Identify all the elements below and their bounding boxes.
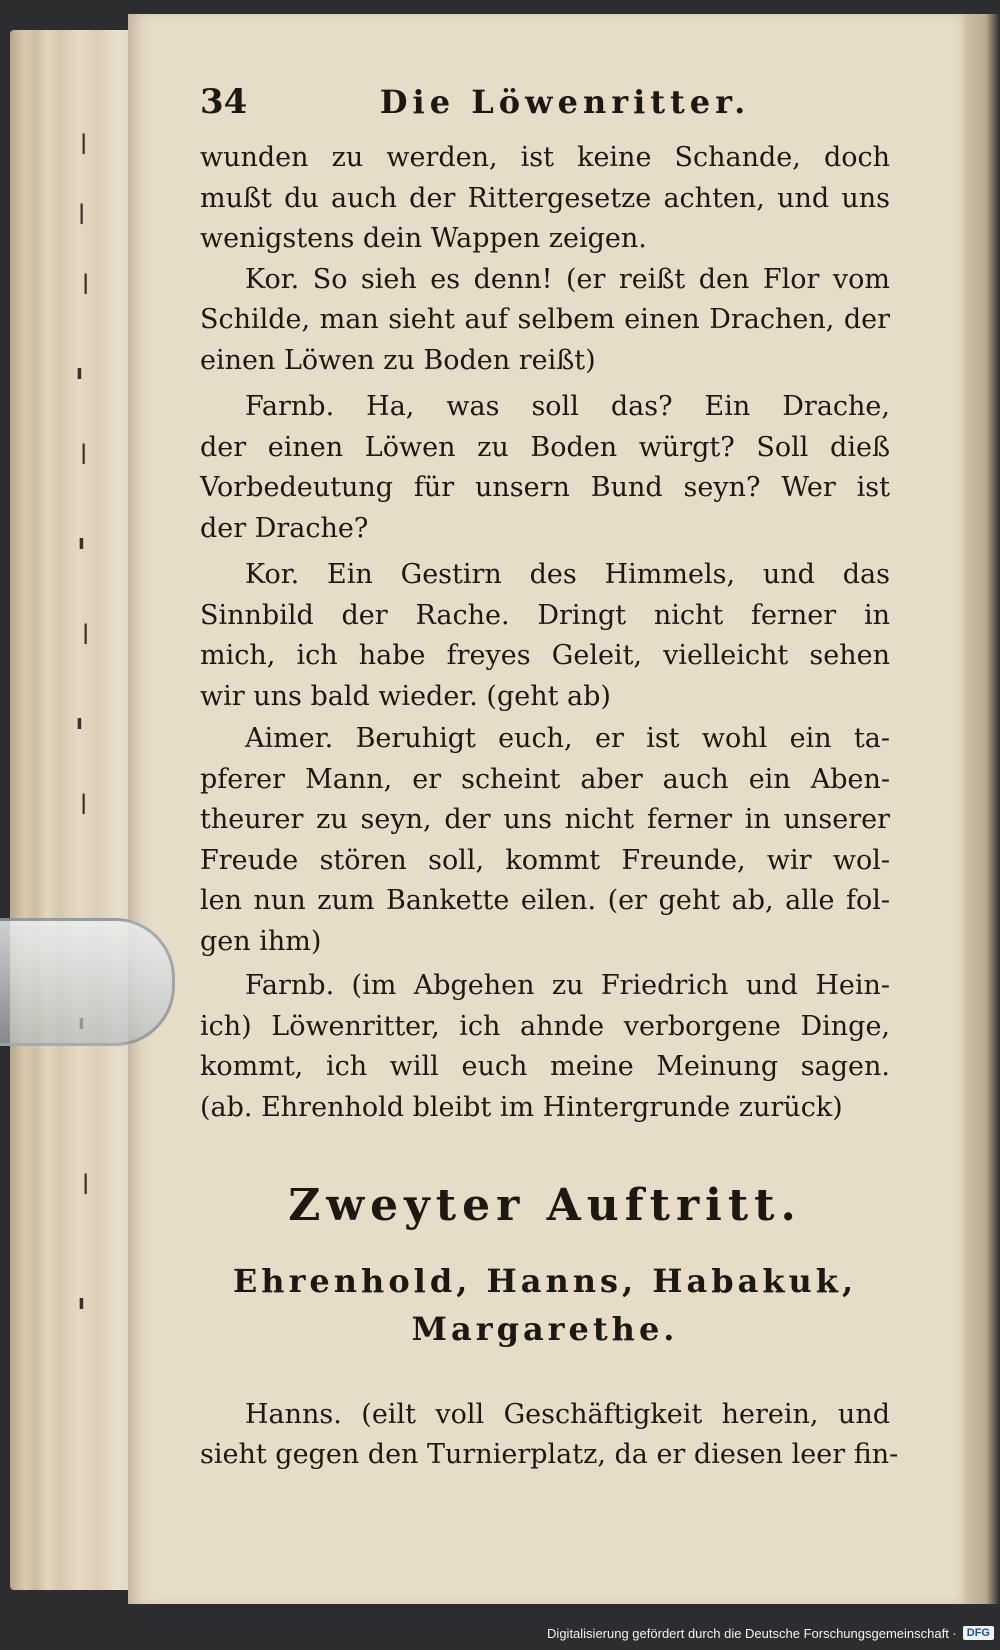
- credit-text: Digitalisierung gefördert durch die Deutsche Forschungsgemeinschaft ·: [547, 1625, 957, 1641]
- text-line: wenigstens dein Wappen zeigen.: [200, 223, 647, 254]
- cast-line: Ehrenhold, Hanns, Habakuk,: [232, 1261, 858, 1300]
- paragraph-7: [200, 1395, 899, 1476]
- page-right-edge: [965, 14, 1000, 1604]
- text-line: gen ihm): [200, 925, 322, 957]
- paragraph-6: [200, 966, 890, 1128]
- text-line: len nun zum Bankette eilen. (er geht ab, alle fol-: [200, 885, 890, 916]
- text-line: einen Löwen zu Boden reißt): [200, 344, 596, 376]
- bleed-through-marks: | | | ı | ı | ı | | ı: [76, 130, 90, 1314]
- text-line: der einen Löwen zu Boden würgt? Soll dieß: [200, 431, 890, 463]
- text-line: Farnb. (im Abgehen zu Friedrich und Hein-: [245, 970, 890, 1001]
- text-line: Hanns. (eilt voll Geschäftigkeit herein, und: [245, 1398, 890, 1430]
- paragraph-4: [200, 555, 890, 717]
- page-holder-clip: [0, 918, 175, 1046]
- digitization-credit: [547, 1620, 994, 1646]
- cast-line: Margarethe.: [411, 1309, 679, 1348]
- text-line: mußt du auch der Rittergesetze achten, und uns: [200, 182, 890, 214]
- text-line: mich, ich habe freyes Geleit, vielleicht sehen: [200, 640, 890, 671]
- text-line: Aimer. Beruhigt euch, er ist wohl ein ta-: [245, 723, 890, 754]
- page-edge-stack: [10, 30, 135, 1590]
- text-line: Vorbedeutung für unsern Bund seyn? Wer ist: [200, 472, 890, 503]
- cast-list: [200, 1257, 890, 1353]
- paragraph-1: [200, 138, 890, 260]
- page-text: [200, 82, 899, 1476]
- text-line: wunden zu werden, ist keine Schande, doch: [200, 142, 890, 173]
- text-line: sieht gegen den Turnierplatz, da er diesen leer fin-: [200, 1439, 899, 1470]
- text-line: pferer Mann, er scheint aber auch ein Aben-: [200, 763, 890, 795]
- text-line: Sinnbild der Rache. Dringt nicht ferner in: [200, 599, 890, 631]
- text-line: wir uns bald wieder. (geht ab): [200, 680, 611, 712]
- text-line: Kor. Ein Gestirn des Himmels, und das: [245, 559, 890, 590]
- running-head: Die Löwenritter.: [379, 83, 751, 121]
- paragraph-5: [200, 719, 890, 962]
- text-line: der Drache?: [200, 512, 369, 544]
- text-line: theurer zu seyn, der uns nicht ferner in unserer: [200, 804, 890, 835]
- text-line: kommt, ich will euch meine Meinung sagen.: [200, 1051, 890, 1082]
- text-line: Farnb. Ha, was soll das? Ein Drache,: [245, 391, 890, 422]
- paragraph-3: [200, 387, 890, 549]
- text-line: (ab. Ehrenhold bleibt im Hintergrunde zurück): [200, 1091, 843, 1123]
- text-line: Schilde, man sieht auf selbem einen Drachen, der: [200, 304, 890, 335]
- text-line: Kor. So sieh es denn! (er reißt den Flor vom: [245, 263, 890, 295]
- page-number: 34: [200, 82, 248, 122]
- text-line: Freude stören soll, kommt Freunde, wir wol-: [200, 844, 890, 876]
- text-line: ich) Löwenritter, ich ahnde verborgene Dinge,: [200, 1010, 890, 1042]
- paragraph-2: [200, 260, 890, 382]
- scene-title: Zweyter Auftritt.: [288, 1180, 802, 1231]
- page-header: [200, 82, 890, 138]
- dfg-logo: DFG: [963, 1626, 994, 1640]
